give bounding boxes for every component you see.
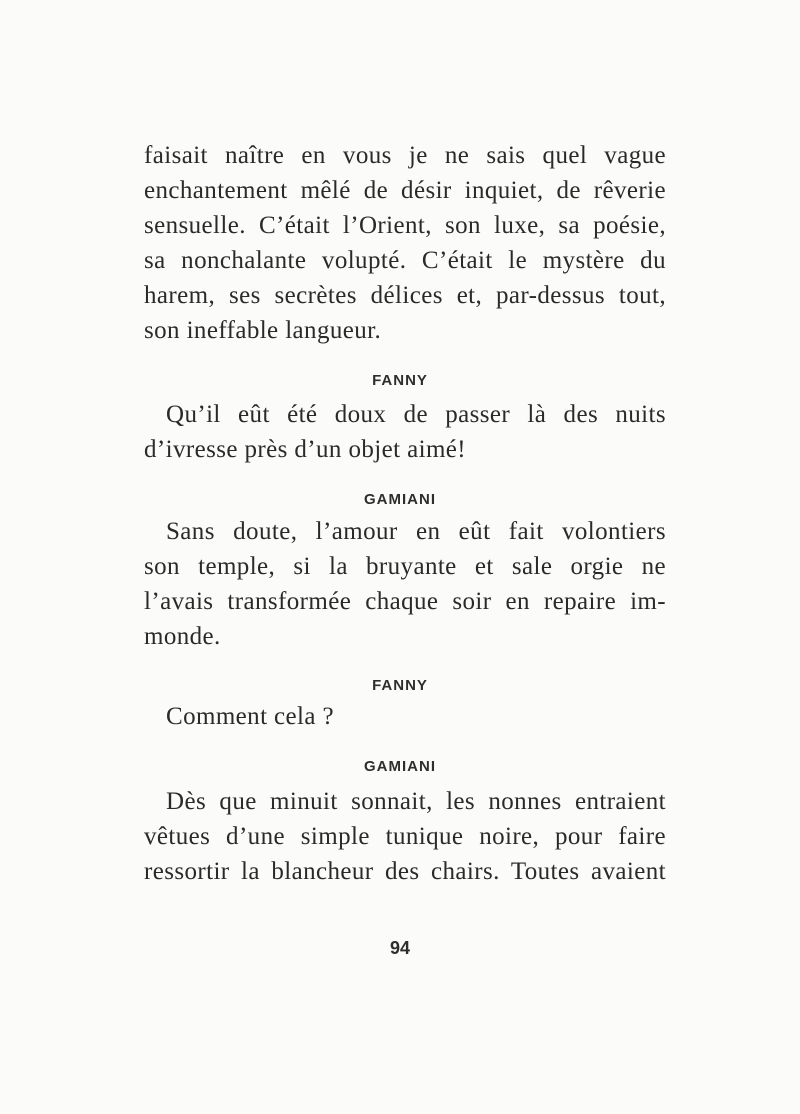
- text-line: Qu’il eût été doux de passer là des nuits: [166, 401, 666, 428]
- text-line: son temple, si la bruyante et sale orgie ne: [144, 553, 666, 580]
- text-line: Sans doute, l’amour en eût fait volontiers: [166, 518, 666, 545]
- speaker-name: GAMIANI: [364, 491, 436, 508]
- text-line: Dès que minuit sonnait, les nonnes entraient: [166, 788, 666, 815]
- text-line: son ineffable langueur.: [144, 317, 382, 344]
- text-line: sa nonchalante volupté. C’était le mystère du: [144, 247, 666, 274]
- text-line: vêtues d’une simple tunique noire, pour faire: [144, 823, 666, 850]
- page-number: 94: [389, 938, 411, 958]
- text-line: l’avais transformée chaque soir en repaire im-: [144, 588, 666, 615]
- speaker-name: FANNY: [372, 677, 428, 694]
- text-line: Comment cela ?: [166, 703, 335, 730]
- speaker-name: FANNY: [372, 372, 428, 389]
- text-line: harem, ses secrètes délices et, par-dessus tout,: [144, 282, 666, 309]
- text-line: monde.: [144, 623, 221, 650]
- speaker-name: GAMIANI: [364, 758, 436, 775]
- text-line: enchantement mêlé de désir inquiet, de rêverie: [144, 177, 666, 204]
- text-line: ressortir la blancheur des chairs. Toutes avaient: [144, 858, 666, 885]
- text-line: d’ivresse près d’un objet aimé!: [144, 436, 467, 463]
- text-line: sensuelle. C’était l’Orient, son luxe, sa poésie,: [144, 212, 666, 239]
- text-line: faisait naître en vous je ne sais quel vague: [144, 142, 666, 169]
